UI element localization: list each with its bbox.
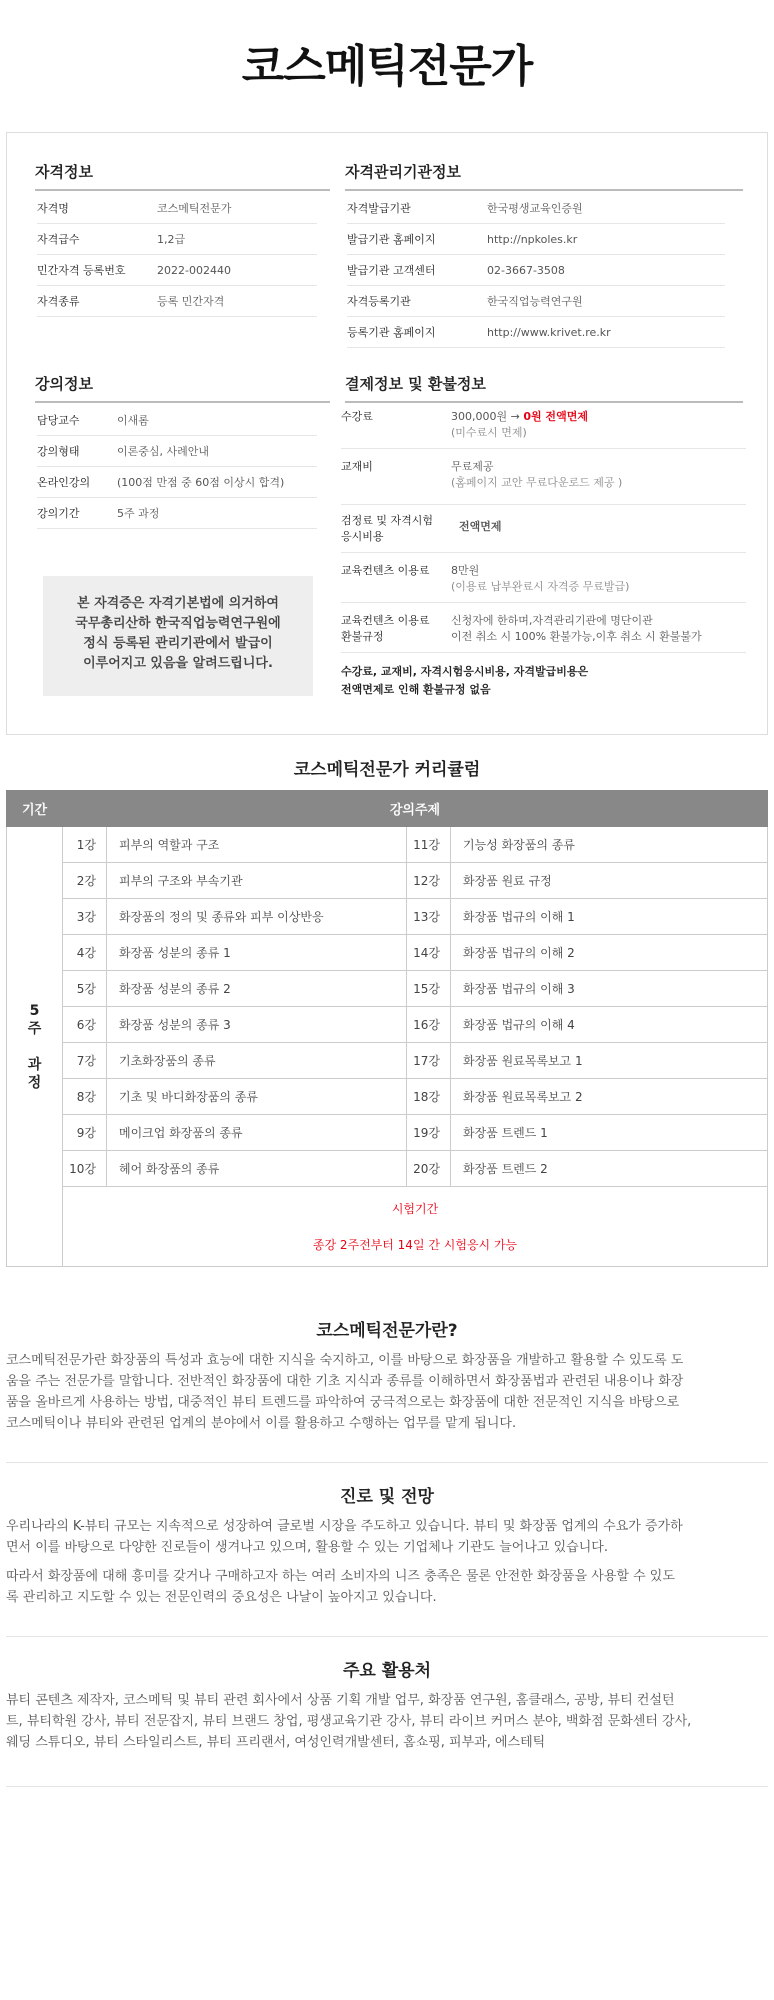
homepage-link[interactable]: http://npkoles.kr xyxy=(487,232,578,246)
lecture-subject: 화장품 원료목록보고 2 xyxy=(451,1079,768,1115)
text-line: 코스메틱이나 뷰티와 관련된 업계의 분야에서 이를 활용하고 수행하는 업무를 맡게 됩니다. xyxy=(6,1416,517,1431)
lecture-subject: 화장품 성분의 종류 2 xyxy=(107,971,407,1007)
refund-footer-line: 전액면제로 인해 환불규정 없음 xyxy=(341,683,491,696)
lecture-number: 1강 xyxy=(63,827,107,863)
lecture-number: 9강 xyxy=(63,1115,107,1151)
table-row xyxy=(7,971,768,1007)
lecture-subject: 화장품 성분의 종류 3 xyxy=(107,1007,407,1043)
content-fee-label: 교육컨텐츠 이용료 xyxy=(341,564,430,577)
lecture-subject: 헤어 화장품의 종류 xyxy=(107,1151,407,1187)
lecture-number: 18강 xyxy=(407,1079,451,1115)
lecture-number: 3강 xyxy=(63,899,107,935)
row-value: 코스메틱전문가 xyxy=(157,202,232,215)
refund-value xyxy=(451,613,702,645)
qualification-heading: 자격정보 xyxy=(35,161,330,191)
exam-text: 종강 2주전부터 14일 간 시험응시 가능 xyxy=(312,1237,518,1252)
row-value: 이론중심, 사례안내 xyxy=(117,445,210,458)
lecture-subject: 기초 및 바디화장품의 종류 xyxy=(107,1079,407,1115)
about-heading: 코스메틱전문가란? xyxy=(316,1321,458,1341)
agency-heading: 자격관리기관정보 xyxy=(345,161,743,191)
table-row xyxy=(7,899,768,935)
lecture-subject: 메이크업 화장품의 종류 xyxy=(107,1115,407,1151)
lecture-subject: 화장품 원료 규정 xyxy=(451,863,768,899)
lecture-subject: 화장품의 정의 및 종류와 피부 이상반응 xyxy=(107,899,407,935)
refund-value-line: 신청자에 한하며,자격관리기관에 명단이관 xyxy=(451,614,653,627)
lecture-subject: 화장품 원료목록보고 1 xyxy=(451,1043,768,1079)
content-fee-note: (이용료 납부완료시 자격증 무료발급) xyxy=(451,580,630,593)
fee-price: 300,000원 → xyxy=(451,410,520,423)
lecture-number: 19강 xyxy=(407,1115,451,1151)
table-row xyxy=(7,1115,768,1151)
info-box xyxy=(6,132,768,735)
material-row xyxy=(341,459,746,505)
lecture-subject: 화장품 성분의 종류 1 xyxy=(107,935,407,971)
text-line: 따라서 화장품에 대해 흥미를 갖거나 구매하고자 하는 여러 소비자의 니즈 충족은 물론 안전한 화장품을 사용할 수 있도 xyxy=(6,1569,675,1584)
career-text xyxy=(6,1516,768,1608)
lecture-number: 8강 xyxy=(63,1079,107,1115)
notice-line: 국무총리산하 한국직업능력연구원에 xyxy=(75,616,281,631)
material-label: 교재비 xyxy=(341,460,373,473)
refund-footer-text xyxy=(341,663,588,699)
row-label: 발급기관 고객센터 xyxy=(347,264,436,277)
lecture-subject: 기능성 화장품의 종류 xyxy=(451,827,768,863)
refund-label xyxy=(341,613,430,645)
agency-row xyxy=(347,286,725,317)
lecture-number: 20강 xyxy=(407,1151,451,1187)
text-line: 웨딩 스튜디오, 뷰티 스타일리스트, 뷰티 프리랜서, 여성인력개발센터, 홈쇼핑, 피부과, 에스테틱 xyxy=(6,1735,546,1750)
col-topic: 강의주제 xyxy=(63,791,768,827)
period-text: 과 xyxy=(27,1056,42,1073)
material-text: 무료제공 xyxy=(451,460,494,473)
lecture-row xyxy=(37,467,317,498)
period-text: 5 xyxy=(29,1002,40,1019)
agency-row xyxy=(347,255,725,286)
career-heading: 진로 및 전망 xyxy=(340,1487,434,1507)
text-line: 록 관리하고 지도할 수 있는 전문인력의 중요성은 나날이 높아지고 있습니다. xyxy=(6,1590,437,1605)
homepage-link[interactable]: http://www.krivet.re.kr xyxy=(487,325,611,339)
text-line: 면서 이를 바탕으로 다양한 진로들이 생겨나고 있으며, 활용할 수 있는 기업체나 기관도 늘어나고 있습니다. xyxy=(6,1540,608,1555)
agency-row xyxy=(347,317,725,348)
exam-title: 시험기간 xyxy=(391,1201,439,1216)
page-title: 코스메틱전문가 xyxy=(241,41,533,92)
exam-fee-value: 전액면제 xyxy=(459,520,502,533)
period-cell xyxy=(7,827,63,1267)
lecture-row xyxy=(37,436,317,467)
row-label: 등록기관 홈페이지 xyxy=(347,326,436,339)
exam-row xyxy=(7,1187,768,1267)
refund-label-line: 교육컨텐츠 이용료 xyxy=(341,614,430,627)
content-fee-row xyxy=(341,563,746,603)
refund-value-line: 이전 취소 시 100% 환불가능,이후 취소 시 환불불가 xyxy=(451,630,702,643)
fee-label: 수강료 xyxy=(341,410,373,423)
divider xyxy=(6,1786,768,1787)
row-value: 02-3667-3508 xyxy=(487,263,565,277)
row-label: 자격등록기관 xyxy=(347,295,411,308)
table-row xyxy=(7,935,768,971)
lecture-row xyxy=(37,498,317,529)
fee-row xyxy=(341,409,746,449)
col-period: 기간 xyxy=(7,791,63,827)
divider xyxy=(6,1462,768,1463)
fee-note: (미수료시 면제) xyxy=(451,426,527,439)
lecture-number: 5강 xyxy=(63,971,107,1007)
row-value: 한국직업능력연구원 xyxy=(487,295,583,308)
text-line: 코스메틱전문가란 화장품의 특성과 효능에 대한 지식을 숙지하고, 이를 바탕으로 화장품을 개발하고 활용할 수 있도록 도 xyxy=(6,1353,684,1368)
lecture-number: 4강 xyxy=(63,935,107,971)
row-label: 자격발급기관 xyxy=(347,202,411,215)
row-label: 강의형태 xyxy=(37,445,80,458)
exam-fee-row xyxy=(341,513,746,553)
fee-free: 0원 전액면제 xyxy=(523,410,588,423)
row-value: (100점 만점 중 60점 이상시 합격) xyxy=(117,476,285,489)
lecture-subject: 화장품 법규의 이해 3 xyxy=(451,971,768,1007)
period-text: 주 xyxy=(27,1020,42,1037)
lecture-number: 2강 xyxy=(63,863,107,899)
payment-heading: 결제정보 및 환불정보 xyxy=(345,373,743,403)
refund-row xyxy=(341,613,746,653)
lecture-number: 17강 xyxy=(407,1043,451,1079)
material-value xyxy=(451,459,622,491)
lecture-number: 12강 xyxy=(407,863,451,899)
usage-text xyxy=(6,1690,768,1753)
lecture-subject: 화장품 트렌드 2 xyxy=(451,1151,768,1187)
lecture-number: 13강 xyxy=(407,899,451,935)
text-line: 우리나라의 K-뷰티 규모는 지속적으로 성장하여 글로벌 시장을 주도하고 있습니다. 뷰티 및 화장품 업계의 수요가 증가하 xyxy=(6,1519,683,1534)
text-line: 움을 주는 전문가를 말합니다. 전반적인 화장품에 대한 기초 지식과 종류를 이해하면서 화장품법과 관련된 내용이나 화장 xyxy=(6,1374,684,1389)
text-line: 품을 올바르게 사용하는 방법, 대중적인 뷰티 트렌드를 파악하여 궁극적으로는 화장품에 대한 전문적인 지식을 바탕으로 xyxy=(6,1395,680,1410)
qualification-row xyxy=(37,286,317,317)
table-row xyxy=(7,1043,768,1079)
row-label: 자격급수 xyxy=(37,233,80,246)
table-row xyxy=(7,1151,768,1187)
row-value: 5주 과정 xyxy=(117,507,160,520)
lecture-number: 16강 xyxy=(407,1007,451,1043)
lecture-heading: 강의정보 xyxy=(35,373,330,403)
row-value: 2022-002440 xyxy=(157,263,231,277)
lecture-subject: 화장품 법규의 이해 4 xyxy=(451,1007,768,1043)
lecture-subject: 화장품 트렌드 1 xyxy=(451,1115,768,1151)
exam-fee-label xyxy=(341,513,433,545)
notice-line: 본 자격증은 자격기본법에 의거하여 xyxy=(77,596,279,611)
exam-cell xyxy=(63,1187,768,1267)
qualification-row xyxy=(37,255,317,286)
refund-footer-line: 수강료, 교재비, 자격시험응시비용, 자격발급비용은 xyxy=(341,665,589,678)
period-text: 정 xyxy=(27,1074,42,1091)
row-label: 민간자격 등록번호 xyxy=(37,264,126,277)
lecture-subject: 기초화장품의 종류 xyxy=(107,1043,407,1079)
table-row xyxy=(7,1079,768,1115)
exam-fee-label-line: 응시비용 xyxy=(341,530,384,543)
table-row xyxy=(7,827,768,863)
agency-row xyxy=(347,193,725,224)
divider xyxy=(6,1636,768,1637)
row-label: 자격종류 xyxy=(37,295,80,308)
table-row xyxy=(7,1007,768,1043)
lecture-number: 6강 xyxy=(63,1007,107,1043)
row-value: 이새롬 xyxy=(117,414,149,427)
row-label: 자격명 xyxy=(37,202,69,215)
lecture-number: 14강 xyxy=(407,935,451,971)
lecture-row xyxy=(37,405,317,436)
lecture-subject: 화장품 법규의 이해 1 xyxy=(451,899,768,935)
lecture-subject: 화장품 법규의 이해 2 xyxy=(451,935,768,971)
lecture-number: 11강 xyxy=(407,827,451,863)
text-line: 뷰티 콘텐츠 제작자, 코스메틱 및 뷰티 관련 회사에서 상품 기획 개발 업무, 화장품 연구원, 홈클래스, 공방, 뷰티 컨설턴 xyxy=(6,1693,675,1708)
notice-line: 이루어지고 있음을 알려드립니다. xyxy=(83,656,273,671)
about-text xyxy=(6,1350,768,1434)
lecture-subject: 피부의 구조와 부속기관 xyxy=(107,863,407,899)
content-fee-value xyxy=(451,563,629,595)
row-label: 강의기간 xyxy=(37,507,80,520)
exam-fee-label-line: 검정료 및 자격시험 xyxy=(341,514,434,527)
notice-box xyxy=(43,576,313,696)
row-value: 1,2급 xyxy=(157,233,186,246)
lecture-number: 15강 xyxy=(407,971,451,1007)
refund-footer xyxy=(341,663,746,703)
agency-row xyxy=(347,224,725,255)
curriculum-title: 코스메틱전문가 커리큘럼 xyxy=(293,760,481,780)
qualification-row xyxy=(37,193,317,224)
row-label: 발급기관 홈페이지 xyxy=(347,233,436,246)
curriculum-table xyxy=(6,790,768,1267)
refund-label-line: 환불규정 xyxy=(341,630,384,643)
table-row xyxy=(7,863,768,899)
text-line: 트, 뷰티학원 강사, 뷰티 전문잡지, 뷰티 브랜드 창업, 평생교육기관 강사, 뷰티 라이브 커머스 분야, 백화점 문화센터 강사, xyxy=(6,1714,692,1729)
usage-heading: 주요 활용처 xyxy=(342,1661,432,1681)
row-value: 한국평생교육인증원 xyxy=(487,202,583,215)
row-value: 등록 민간자격 xyxy=(157,295,225,308)
material-note: (홈페이지 교안 무료다운로드 제공 ) xyxy=(451,476,623,489)
lecture-number: 10강 xyxy=(63,1151,107,1187)
qualification-row xyxy=(37,224,317,255)
notice-line: 정식 등록된 관리기관에서 발급이 xyxy=(83,636,273,651)
fee-value xyxy=(451,409,588,441)
lecture-subject: 피부의 역할과 구조 xyxy=(107,827,407,863)
row-label: 온라인강의 xyxy=(37,476,91,489)
row-label: 담당교수 xyxy=(37,414,80,427)
content-fee-text: 8만원 xyxy=(451,564,480,577)
lecture-number: 7강 xyxy=(63,1043,107,1079)
